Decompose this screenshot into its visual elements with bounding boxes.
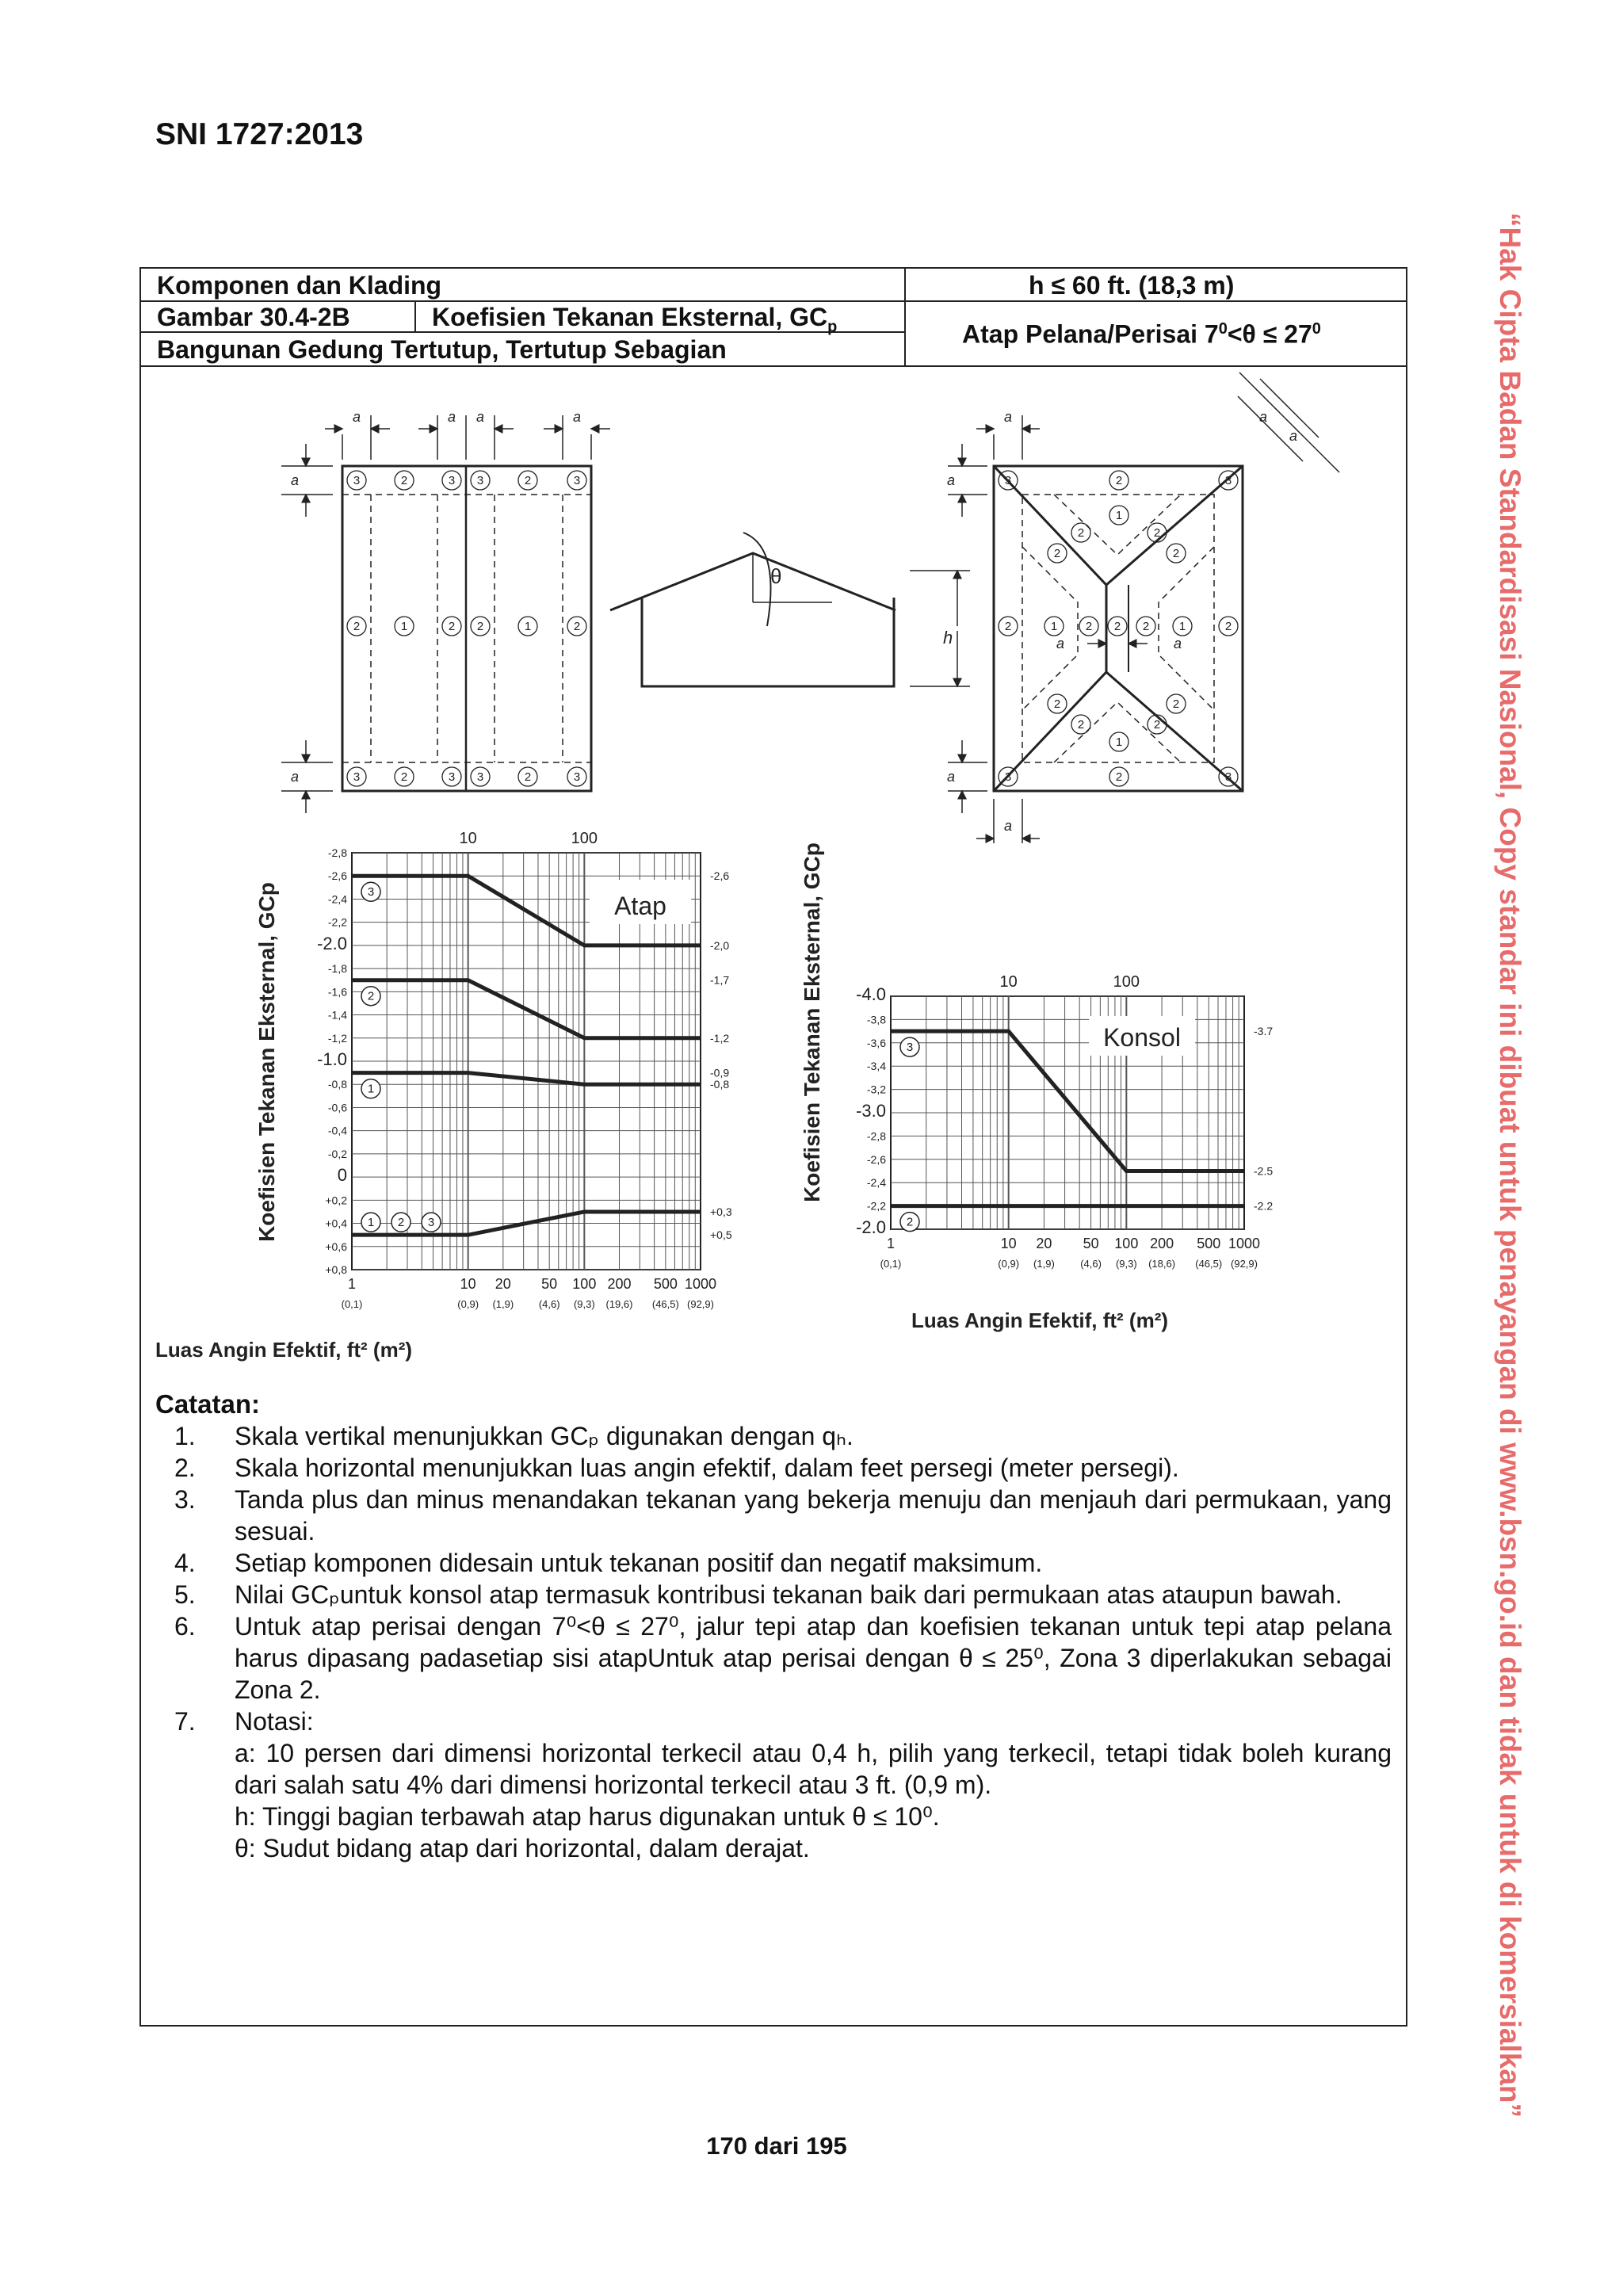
svg-text:1: 1 xyxy=(524,620,532,633)
y-tick-label: -0,4 xyxy=(327,1124,347,1137)
svg-text:2: 2 xyxy=(448,620,456,633)
note-number: 2. xyxy=(174,1454,196,1482)
note-text: Tanda plus dan minus menandakan tekanan yang bekerja menuju dan menjauh dari permukaan, yang sesuai. xyxy=(235,1485,1392,1545)
y-axis-label: Koefisien Tekanan Eksternal, GCp xyxy=(800,842,824,1202)
svg-text:2: 2 xyxy=(400,474,408,487)
dim-a: a xyxy=(946,472,956,488)
right-value-label: -2,0 xyxy=(710,938,730,952)
y-tick-label: -2,4 xyxy=(866,1176,886,1190)
right-value-label: +0,5 xyxy=(710,1228,732,1242)
x-tick-label: 20 xyxy=(1036,1236,1052,1251)
svg-text:2: 2 xyxy=(1153,718,1161,732)
y-tick-label: -1,8 xyxy=(327,962,347,976)
svg-text:2: 2 xyxy=(524,474,532,487)
x-tick-label: 1000 xyxy=(1228,1236,1261,1251)
svg-text:2: 2 xyxy=(524,770,532,784)
y-tick-label: -1,4 xyxy=(327,1008,347,1022)
y-tick-label: -2,2 xyxy=(327,915,347,929)
right-value-label: -2,6 xyxy=(710,869,730,883)
note-number: 1. xyxy=(174,1422,196,1450)
note-item xyxy=(155,1579,1392,1610)
notes-list xyxy=(155,1420,1392,1737)
copyright-watermark: “Hak Cipta Badan Standardisasi Nasional, Copy standar ini dibuat untuk penayangan di www.bsn.go.id dan tidak untuk di komersialkan” xyxy=(1494,212,1526,2118)
note-number: 4. xyxy=(174,1549,196,1577)
svg-text:3: 3 xyxy=(476,474,484,487)
y-tick-label: -1,2 xyxy=(327,1031,347,1045)
svg-text:2: 2 xyxy=(476,620,484,633)
x-tick-label: 1000 xyxy=(684,1276,717,1292)
page-number: 170 dari 195 xyxy=(706,2132,847,2160)
y-tick-label: -3,4 xyxy=(866,1060,886,1073)
note-text: Untuk atap perisai dengan 7⁰<θ ≤ 27⁰, jalur tepi atap dan koefisien tekanan untuk tepi atap pelana harus dipasang padasetiap sisi atapUntuk atap perisai dengan θ ≤ 25⁰, Zona 3 diperlakukan sebagai Zona 2. xyxy=(235,1612,1392,1704)
notation-item: h: Tinggi bagian terbawah atap harus digunakan untuk θ ≤ 10⁰. xyxy=(235,1802,940,1831)
svg-text:2: 2 xyxy=(1085,620,1093,633)
x-tick-label-metric: (0,1) xyxy=(880,1258,902,1270)
right-value-label: -3.7 xyxy=(1254,1025,1274,1038)
zone-label: 3 xyxy=(427,1216,435,1230)
note-item xyxy=(155,1484,1392,1547)
note-text: Skala vertikal menunjukkan GCₚ digunakan dengan qₕ. xyxy=(235,1422,854,1450)
svg-text:3: 3 xyxy=(573,770,581,784)
y-tick-label: +0,2 xyxy=(325,1194,347,1207)
top-tick-label: 100 xyxy=(1113,973,1140,991)
note-text: Setiap komponen didesain untuk tekanan positif dan negatif maksimum. xyxy=(235,1549,1043,1577)
notation-list xyxy=(155,1737,1392,1864)
y-tick-label: +0,6 xyxy=(325,1240,347,1253)
konsol-chart xyxy=(800,842,1273,1332)
y-tick-label: -3,2 xyxy=(866,1083,886,1096)
y-tick-label: -2,2 xyxy=(866,1199,886,1213)
y-tick-label: -1,6 xyxy=(327,985,347,999)
notation-item: a: 10 persen dari dimensi horizontal terkecil atau 0,4 h, pilih yang terkecil, tetapi tidak boleh kurang dari salah satu 4% dari dimensi horizontal terkecil atau 3 ft. (0,9 m). xyxy=(235,1739,1392,1799)
svg-text:3: 3 xyxy=(448,770,456,784)
y-tick-label: -0,6 xyxy=(327,1101,347,1114)
building-type: Bangunan Gedung Tertutup, Tertutup Sebagian xyxy=(157,335,727,364)
svg-text:2: 2 xyxy=(1172,547,1180,560)
svg-text:3: 3 xyxy=(448,474,456,487)
x-tick-label: 1 xyxy=(886,1236,896,1251)
x-tick-label-metric: (92,9) xyxy=(687,1298,714,1310)
zone-label: 3 xyxy=(367,885,375,900)
y-tick-label: -2.0 xyxy=(856,1217,886,1237)
svg-text:3: 3 xyxy=(1224,474,1232,487)
dim-a: a xyxy=(352,409,361,425)
note-item xyxy=(155,1420,1392,1452)
x-tick-label-metric: (0,9) xyxy=(457,1298,479,1310)
svg-text:1: 1 xyxy=(400,620,408,633)
y-tick-label: -2,8 xyxy=(866,1129,886,1143)
x-tick-label-metric: (18,6) xyxy=(1148,1258,1176,1270)
svg-text:3: 3 xyxy=(1004,770,1012,784)
notes-section xyxy=(155,1389,1392,1864)
dim-a: a xyxy=(475,409,485,425)
atap-chart xyxy=(155,830,732,1362)
x-tick-label-metric: (0,1) xyxy=(341,1298,363,1310)
svg-text:2: 2 xyxy=(1113,620,1121,633)
y-tick-label: +0,4 xyxy=(325,1217,347,1230)
y-axis-label: Koefisien Tekanan Eksternal, GCp xyxy=(254,882,279,1242)
y-tick-label: -1.0 xyxy=(317,1049,347,1069)
zone-label: 3 xyxy=(906,1041,914,1055)
note-number: 3. xyxy=(174,1485,196,1514)
y-tick-label: -3,6 xyxy=(866,1036,886,1049)
note-text: Nilai GCₚuntuk konsol atap termasuk kontribusi tekanan baik dari permukaan atas ataupun bawah. xyxy=(235,1580,1342,1609)
series-line xyxy=(352,980,701,1038)
roof-type: Atap Pelana/Perisai $7^0<\theta \le 27^0$ xyxy=(962,319,1321,349)
component-label: Komponen dan Klading xyxy=(157,271,442,300)
y-tick-label: -4.0 xyxy=(856,984,886,1004)
svg-text:3: 3 xyxy=(573,474,581,487)
x-tick-label-metric: (1,9) xyxy=(1033,1258,1055,1270)
x-tick-label-metric: (4,6) xyxy=(538,1298,560,1310)
note-number: 7. xyxy=(174,1707,196,1736)
x-tick-label-metric: (0,9) xyxy=(998,1258,1020,1270)
x-tick-label-metric: (9,3) xyxy=(1115,1258,1137,1270)
svg-text:2: 2 xyxy=(1077,718,1085,732)
x-tick-label-metric: (4,6) xyxy=(1080,1258,1102,1270)
figure-number: Gambar 30.4-2B xyxy=(157,303,350,331)
x-tick-label-metric: (19,6) xyxy=(605,1298,633,1310)
svg-text:2: 2 xyxy=(1004,620,1012,633)
svg-text:3: 3 xyxy=(476,770,484,784)
note-number: 6. xyxy=(174,1612,196,1641)
standard-header: SNI 1727:2013 xyxy=(155,117,364,151)
x-tick-label: 50 xyxy=(1083,1236,1099,1251)
y-tick-label: 0 xyxy=(337,1165,347,1186)
x-tick-label: 10 xyxy=(460,1276,476,1292)
svg-text:2: 2 xyxy=(1077,526,1085,540)
y-tick-label: -3.0 xyxy=(856,1101,886,1121)
svg-text:2: 2 xyxy=(400,770,408,784)
y-tick-label: -2,6 xyxy=(866,1152,886,1166)
svg-text:1: 1 xyxy=(1115,509,1123,522)
note-item xyxy=(155,1706,1392,1737)
dim-a: a xyxy=(1056,636,1065,651)
x-tick-label: 20 xyxy=(495,1276,511,1292)
svg-text:2: 2 xyxy=(1172,697,1180,711)
x-tick-label: 50 xyxy=(541,1276,558,1292)
dim-a: a xyxy=(1258,409,1268,425)
svg-text:2: 2 xyxy=(1115,770,1123,784)
figure-title: Koefisien Tekanan Eksternal, $GC_p$ xyxy=(432,303,838,336)
svg-text:2: 2 xyxy=(353,620,361,633)
svg-text:1: 1 xyxy=(1178,620,1186,633)
y-tick-label: -0,2 xyxy=(327,1147,347,1160)
zone-label: 2 xyxy=(397,1216,405,1230)
svg-text:3: 3 xyxy=(1004,474,1012,487)
x-tick-label: 10 xyxy=(1000,1236,1017,1251)
svg-text:2: 2 xyxy=(1053,547,1061,560)
note-item xyxy=(155,1452,1392,1484)
svg-text:1: 1 xyxy=(1115,735,1123,749)
note-text: Notasi: xyxy=(235,1707,314,1736)
x-axis-label: Luas Angin Efektif, ft² (m²) xyxy=(911,1308,1169,1332)
top-tick-label: 10 xyxy=(459,830,477,847)
svg-text:2: 2 xyxy=(1053,697,1061,711)
notes-title: Catatan: xyxy=(155,1389,261,1419)
svg-text:2: 2 xyxy=(1153,526,1161,540)
y-tick-label: -2,4 xyxy=(327,892,347,906)
dim-a: a xyxy=(1173,636,1182,651)
right-value-label: +0,3 xyxy=(710,1205,732,1218)
svg-text:1: 1 xyxy=(1050,620,1058,633)
x-axis-label: Luas Angin Efektif, ft² (m²) xyxy=(155,1338,413,1362)
top-tick-label: 10 xyxy=(999,973,1018,991)
dim-a: a xyxy=(290,769,300,785)
zone-label: 1 xyxy=(367,1216,375,1230)
dim-a: a xyxy=(1003,818,1013,834)
right-value-label: -1,2 xyxy=(710,1031,730,1045)
x-tick-label-metric: (9,3) xyxy=(573,1298,595,1310)
note-number: 5. xyxy=(174,1580,196,1609)
y-tick-label: -3,8 xyxy=(866,1013,886,1026)
svg-text:2: 2 xyxy=(1142,620,1150,633)
note-text: Skala horizontal menunjukkan luas angin efektif, dalam feet persegi (meter persegi). xyxy=(235,1454,1179,1482)
notation-item: θ: Sudut bidang atap dari horizontal, dalam derajat. xyxy=(235,1834,810,1862)
top-tick-label: 100 xyxy=(571,830,598,847)
zone-label: 2 xyxy=(367,989,375,1003)
y-tick-label: +0,8 xyxy=(325,1263,347,1276)
right-value-label: -2.2 xyxy=(1254,1199,1274,1213)
x-tick-label-metric: (46,5) xyxy=(651,1298,679,1310)
dim-a: a xyxy=(572,409,582,425)
right-value-label: -2.5 xyxy=(1254,1164,1274,1178)
series-line xyxy=(352,1073,701,1085)
theta-label: θ xyxy=(770,564,782,588)
x-tick-label: 100 xyxy=(1114,1236,1139,1251)
x-tick-label: 1 xyxy=(347,1276,357,1292)
y-tick-label: -2,8 xyxy=(327,846,347,859)
chart-title: Atap xyxy=(614,892,666,920)
x-tick-label: 100 xyxy=(572,1276,597,1292)
svg-text:2: 2 xyxy=(1115,474,1123,487)
height-limit-label: h ≤ 60 ft. (18,3 m) xyxy=(1029,271,1235,300)
svg-text:3: 3 xyxy=(353,770,361,784)
dim-a: a xyxy=(1289,428,1298,444)
dim-a: a xyxy=(447,409,456,425)
y-tick-label: -2.0 xyxy=(317,933,347,953)
x-tick-label: 500 xyxy=(1197,1236,1221,1251)
x-tick-label: 200 xyxy=(1150,1236,1174,1251)
dim-a: a xyxy=(1003,409,1013,425)
dim-h: h xyxy=(943,628,953,648)
svg-text:3: 3 xyxy=(1224,770,1232,784)
note-item xyxy=(155,1610,1392,1706)
x-tick-label-metric: (92,9) xyxy=(1231,1258,1258,1270)
zone-label: 2 xyxy=(906,1215,914,1229)
right-value-label: -0,8 xyxy=(710,1078,730,1091)
svg-text:2: 2 xyxy=(573,620,581,633)
y-tick-label: -2,6 xyxy=(327,869,347,883)
note-item xyxy=(155,1547,1392,1579)
x-tick-label-metric: (1,9) xyxy=(492,1298,514,1310)
x-tick-label: 500 xyxy=(653,1276,678,1292)
x-tick-label: 200 xyxy=(607,1276,632,1292)
dim-a: a xyxy=(946,769,956,785)
svg-text:2: 2 xyxy=(1224,620,1232,633)
svg-text:3: 3 xyxy=(353,474,361,487)
right-value-label: -0,9 xyxy=(710,1066,730,1079)
x-tick-label-metric: (46,5) xyxy=(1195,1258,1223,1270)
right-value-label: -1,7 xyxy=(710,973,730,987)
zone-label: 1 xyxy=(367,1082,375,1096)
dim-a: a xyxy=(290,472,300,488)
y-tick-label: -0,8 xyxy=(327,1078,347,1091)
chart-title: Konsol xyxy=(1103,1023,1181,1052)
